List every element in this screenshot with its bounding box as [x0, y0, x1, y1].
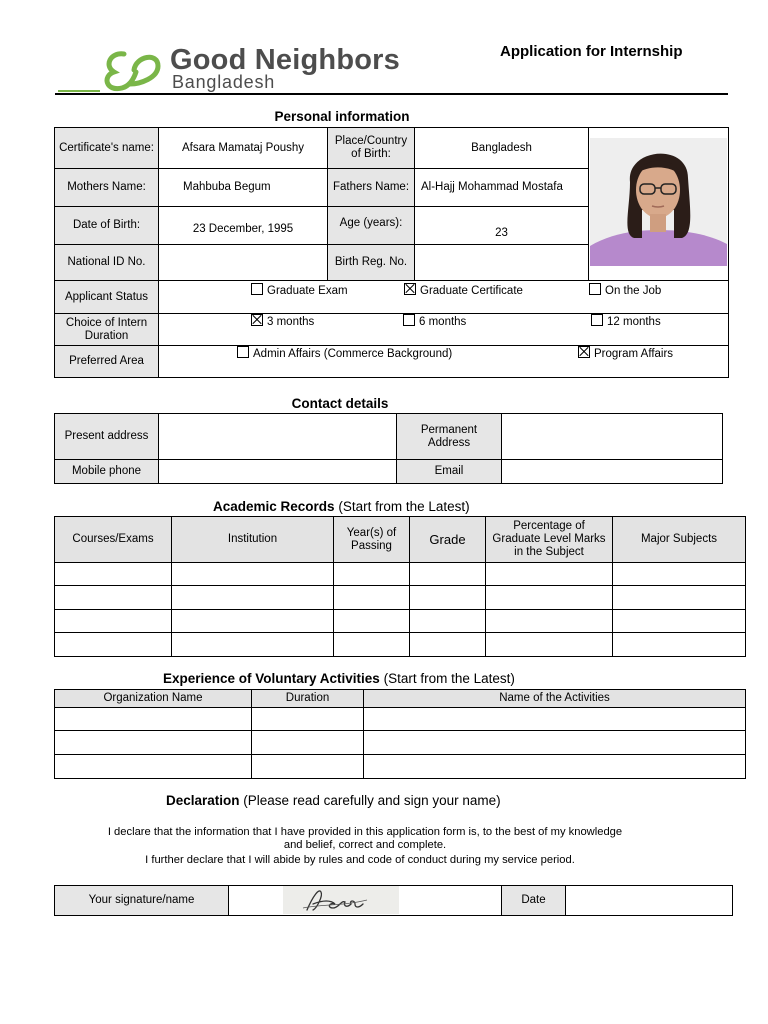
table-cell[interactable] [55, 563, 172, 586]
date-field[interactable] [566, 886, 733, 916]
table-cell[interactable] [172, 633, 334, 657]
mobile-field[interactable] [159, 460, 397, 484]
table-row [55, 755, 746, 779]
checkbox-icon[interactable] [251, 283, 263, 295]
declaration-line-3: I further declare that I will abide by rules and code of conduct during my service period. [145, 854, 575, 866]
age-label: Age (years): [328, 207, 415, 245]
table-row [55, 731, 746, 755]
table-cell[interactable] [55, 633, 172, 657]
header-divider [55, 93, 728, 95]
experience-header-activities: Name of the Activities [364, 690, 746, 708]
table-cell[interactable] [410, 633, 486, 657]
contact-table [54, 413, 723, 484]
checkbox-icon[interactable] [403, 314, 415, 326]
mother-name-field[interactable]: Mahbuba Begum [159, 169, 328, 207]
checkbox-icon[interactable] [237, 346, 249, 358]
status-option-graduate-certificate[interactable]: Graduate Certificate [404, 283, 523, 297]
section-title-academic: Academic Records (Start from the Latest) [213, 499, 470, 514]
table-cell[interactable] [410, 586, 486, 610]
table-cell[interactable] [364, 708, 746, 731]
table-row [55, 610, 746, 633]
table-cell[interactable] [252, 755, 364, 779]
dob-field[interactable]: 23 December, 1995 [159, 207, 328, 245]
preferred-area-label: Preferred Area [55, 346, 159, 378]
experience-table [54, 689, 746, 779]
logo-icon [100, 48, 162, 92]
table-cell[interactable] [613, 586, 746, 610]
table-cell[interactable] [613, 633, 746, 657]
checkbox-icon[interactable] [591, 314, 603, 326]
section-title-experience: Experience of Voluntary Activities (Start from the Latest) [163, 671, 515, 686]
duration-option-12-months[interactable]: 12 months [591, 314, 661, 328]
table-row [55, 708, 746, 731]
academic-header-percentage: Percentage of Graduate Level Marks in the Subject [486, 517, 613, 563]
logo-title: Good Neighbors [170, 44, 400, 76]
checkbox-icon[interactable] [578, 346, 590, 358]
table-cell[interactable] [334, 610, 410, 633]
checkbox-icon[interactable] [589, 283, 601, 295]
academic-header-grade: Grade [410, 517, 486, 563]
section-title-declaration: Declaration (Please read carefully and sign your name) [166, 793, 501, 808]
nid-label: National ID No. [55, 245, 159, 281]
signature-image [283, 886, 399, 914]
table-cell[interactable] [55, 586, 172, 610]
intern-duration-label: Choice of Intern Duration [55, 314, 159, 346]
academic-header-courses: Courses/Exams [55, 517, 172, 563]
table-cell[interactable] [252, 708, 364, 731]
experience-header-organization: Organization Name [55, 690, 252, 708]
mother-name-label: Mothers Name: [55, 169, 159, 207]
present-address-label: Present address [55, 414, 159, 460]
father-name-field[interactable]: Al-Hajj Mohammad Mostafa [415, 169, 589, 207]
academic-header-major: Major Subjects [613, 517, 746, 563]
table-cell[interactable] [486, 610, 613, 633]
applicant-status-label: Applicant Status [55, 281, 159, 314]
logo-underline [58, 90, 100, 92]
age-field[interactable]: 23 [415, 207, 589, 245]
academic-header-year: Year(s) of Passing [334, 517, 410, 563]
area-option-admin-affairs[interactable]: Admin Affairs (Commerce Background) [237, 346, 452, 360]
signature-label: Your signature/name [55, 886, 229, 916]
table-cell[interactable] [55, 610, 172, 633]
table-cell[interactable] [410, 610, 486, 633]
table-cell[interactable] [613, 610, 746, 633]
table-cell[interactable] [55, 708, 252, 731]
status-option-graduate-exam[interactable]: Graduate Exam [251, 283, 348, 297]
table-cell[interactable] [334, 563, 410, 586]
table-cell[interactable] [486, 633, 613, 657]
email-field[interactable] [502, 460, 723, 484]
table-cell[interactable] [486, 586, 613, 610]
experience-header-duration: Duration [252, 690, 364, 708]
table-cell[interactable] [55, 731, 252, 755]
nid-field[interactable] [159, 245, 328, 281]
table-row [55, 633, 746, 657]
status-option-on-the-job[interactable]: On the Job [589, 283, 661, 297]
place-of-birth-label: Place/Country of Birth: [328, 128, 415, 169]
place-of-birth-field[interactable]: Bangladesh [415, 128, 589, 169]
logo-subtitle: Bangladesh [172, 72, 276, 92]
table-cell[interactable] [334, 586, 410, 610]
checkbox-icon[interactable] [404, 283, 416, 295]
table-cell[interactable] [364, 755, 746, 779]
present-address-field[interactable] [159, 414, 397, 460]
table-cell[interactable] [55, 755, 252, 779]
applicant-photo [590, 138, 727, 266]
table-cell[interactable] [172, 610, 334, 633]
birth-reg-field[interactable] [415, 245, 589, 281]
permanent-address-field[interactable] [502, 414, 723, 460]
table-cell[interactable] [172, 586, 334, 610]
table-cell[interactable] [334, 633, 410, 657]
table-cell[interactable] [364, 731, 746, 755]
mobile-label: Mobile phone [55, 460, 159, 484]
table-cell[interactable] [486, 563, 613, 586]
email-label: Email [397, 460, 502, 484]
permanent-address-label: Permanent Address [397, 414, 502, 460]
declaration-line-2: and belief, correct and complete. [283, 839, 447, 851]
academic-header-institution: Institution [172, 517, 334, 563]
father-name-label: Fathers Name: [328, 169, 415, 207]
birth-reg-label: Birth Reg. No. [328, 245, 415, 281]
table-row [55, 586, 746, 610]
table-cell[interactable] [172, 563, 334, 586]
declaration-line-1: I declare that the information that I have provided in this application form is, to the best of my knowledge [107, 826, 623, 838]
academic-table [54, 516, 746, 657]
table-cell[interactable] [613, 563, 746, 586]
table-row [55, 563, 746, 586]
handwritten-signature [283, 886, 399, 914]
date-label: Date [502, 886, 566, 916]
duration-option-3-months[interactable]: 3 months [251, 314, 314, 328]
cert-name-field[interactable]: Afsara Mamataj Poushy [159, 128, 328, 169]
page-title: Application for Internship [500, 43, 683, 60]
table-cell[interactable] [252, 731, 364, 755]
section-title-personal: Personal information [274, 109, 410, 124]
cert-name-label: Certificate's name: [55, 128, 159, 169]
duration-option-6-months[interactable]: 6 months [403, 314, 466, 328]
section-title-contact: Contact details [291, 396, 389, 411]
dob-label: Date of Birth: [55, 207, 159, 245]
table-cell[interactable] [410, 563, 486, 586]
checkbox-icon[interactable] [251, 314, 263, 326]
area-option-program-affairs[interactable]: Program Affairs [578, 346, 673, 360]
